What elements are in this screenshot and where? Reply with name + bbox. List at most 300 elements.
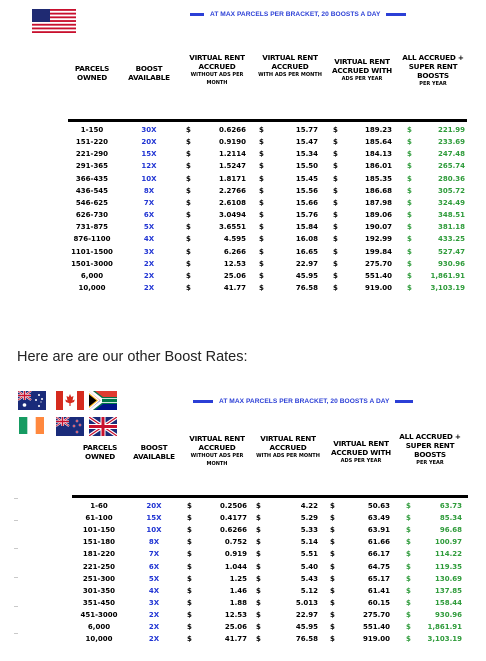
currency-symbol: $: [333, 198, 338, 207]
currency-symbol: $: [407, 138, 412, 147]
all-accrued-value: 1,861.91: [427, 623, 462, 631]
margin-mark: [14, 577, 18, 578]
currency-symbol: $: [330, 562, 335, 571]
currency-symbol: $: [187, 586, 192, 595]
currency-symbol: $: [259, 235, 264, 244]
rent-ads-year-value: 50.63: [367, 502, 390, 510]
currency-symbol: $: [333, 126, 338, 134]
table-row: [0, 622, 486, 633]
currency-symbol: $: [256, 574, 261, 583]
parcel-range: 351-450: [82, 598, 116, 607]
rent-ads-year-value: 186.01: [364, 162, 392, 171]
currency-symbol: $: [187, 562, 192, 571]
all-accrued-value: 63.73: [439, 502, 462, 510]
currency-symbol: $: [256, 562, 261, 571]
currency-symbol: $: [259, 138, 264, 147]
rent-ads-year-value: 551.40: [364, 271, 392, 280]
rent-no-ads-value: 1.25: [229, 574, 247, 583]
all-accrued-value: 305.72: [437, 186, 465, 195]
header-all-accrued: ALL ACCRUED + SUPER RENT BOOSTS PER YEAR: [399, 432, 461, 466]
table-row: [0, 634, 486, 645]
rent-no-ads-value: 1.5247: [218, 162, 246, 171]
table-row: [0, 222, 486, 233]
rent-ads-month-value: 15.56: [295, 186, 318, 195]
currency-symbol: $: [407, 150, 412, 159]
parcel-range: 151-220: [75, 138, 109, 147]
rent-ads-month-value: 15.47: [295, 138, 318, 147]
table-row: [0, 259, 486, 270]
currency-symbol: $: [187, 623, 192, 631]
parcel-range: 10,000: [85, 635, 113, 644]
rent-no-ads-value: 12.53: [224, 610, 247, 619]
parcel-range: 366-435: [75, 174, 109, 183]
currency-symbol: $: [259, 150, 264, 159]
currency-symbol: $: [406, 574, 411, 583]
currency-symbol: $: [406, 598, 411, 607]
table-row: [0, 186, 486, 197]
boost-multiplier: 15X: [146, 514, 162, 523]
currency-symbol: $: [330, 635, 335, 644]
currency-symbol: $: [330, 550, 335, 559]
boost-multiplier: 8X: [143, 186, 155, 195]
currency-symbol: $: [407, 283, 412, 292]
table-row: [0, 283, 486, 294]
rent-no-ads-value: 1.8171: [218, 174, 246, 183]
currency-symbol: $: [259, 162, 264, 171]
currency-symbol: $: [187, 635, 192, 644]
rent-ads-year-value: 64.75: [367, 562, 390, 571]
header-divider: [68, 119, 467, 122]
margin-mark: [14, 498, 18, 499]
rent-ads-year-value: 61.66: [367, 538, 390, 547]
rent-ads-month-value: 16.65: [295, 247, 318, 256]
currency-symbol: $: [256, 550, 261, 559]
currency-symbol: $: [187, 526, 192, 535]
boost-multiplier: 2X: [143, 271, 155, 280]
currency-symbol: $: [330, 610, 335, 619]
currency-symbol: $: [330, 574, 335, 583]
currency-symbol: $: [407, 223, 412, 232]
rent-ads-month-value: 45.95: [295, 271, 318, 280]
rent-ads-month-value: 5.40: [300, 562, 318, 571]
rent-ads-year-value: 192.99: [364, 235, 392, 244]
currency-symbol: $: [259, 283, 264, 292]
currency-symbol: $: [333, 271, 338, 280]
all-accrued-value: 381.18: [437, 223, 465, 232]
table-row: [0, 198, 486, 209]
currency-symbol: $: [406, 562, 411, 571]
currency-symbol: $: [333, 283, 338, 292]
rent-no-ads-value: 0.752: [224, 538, 247, 547]
currency-symbol: $: [256, 538, 261, 547]
currency-symbol: $: [330, 526, 335, 535]
parcel-range: 546-625: [75, 198, 109, 207]
rent-no-ads-value: 41.77: [224, 635, 247, 644]
top-banner: [190, 11, 406, 18]
currency-symbol: $: [333, 223, 338, 232]
rent-no-ads-value: 0.919: [224, 550, 247, 559]
boost-multiplier: 2X: [148, 635, 160, 644]
rent-ads-year-value: 185.35: [364, 174, 392, 183]
all-accrued-value: 247.48: [437, 150, 465, 159]
parcel-range: 301-350: [82, 586, 116, 595]
currency-symbol: $: [256, 623, 261, 631]
margin-mark: [14, 520, 18, 521]
all-accrued-value: 930.96: [437, 259, 465, 268]
currency-symbol: $: [256, 502, 261, 510]
header-boost: BOOST AVAILABLE: [133, 443, 175, 461]
rent-ads-month-value: 22.97: [295, 259, 318, 268]
rent-ads-month-value: 15.34: [295, 150, 318, 159]
table-row: [0, 174, 486, 185]
currency-symbol: $: [333, 211, 338, 220]
uk-flag-icon: [89, 417, 117, 436]
boost-multiplier: 4X: [148, 586, 160, 595]
parcel-range: 731-875: [75, 223, 109, 232]
parcel-range: 451-3000: [80, 610, 118, 619]
table-row: [0, 234, 486, 245]
parcel-range: 6,000: [80, 271, 104, 280]
all-accrued-value: 85.34: [439, 514, 462, 523]
currency-symbol: $: [256, 586, 261, 595]
rent-ads-year-value: 185.64: [364, 138, 392, 147]
currency-symbol: $: [259, 259, 264, 268]
boost-multiplier: 12X: [141, 162, 157, 171]
rent-no-ads-value: 6.266: [223, 247, 246, 256]
all-accrued-value: 433.25: [437, 235, 465, 244]
rent-ads-year-value: 275.70: [362, 610, 390, 619]
ireland-flag-icon: [19, 417, 44, 434]
currency-symbol: $: [187, 550, 192, 559]
bottom-banner: [193, 398, 413, 405]
boost-multiplier: 2X: [143, 283, 155, 292]
rent-no-ads-value: 4.595: [223, 235, 246, 244]
currency-symbol: $: [333, 247, 338, 256]
currency-symbol: $: [406, 538, 411, 547]
rent-no-ads-value: 0.2506: [219, 502, 247, 510]
rent-ads-month-value: 5.013: [295, 598, 318, 607]
all-accrued-value: 96.68: [439, 526, 462, 535]
header-parcels: PARCELS OWNED: [74, 64, 110, 82]
currency-symbol: $: [256, 635, 261, 644]
currency-symbol: $: [186, 283, 191, 292]
header-rent-ads: VIRTUAL RENT ACCRUED WITH ADS PER MONTH: [256, 434, 320, 459]
boost-multiplier: 8X: [148, 538, 160, 547]
currency-symbol: $: [259, 198, 264, 207]
currency-symbol: $: [256, 526, 261, 535]
currency-symbol: $: [330, 623, 335, 631]
table-row: [0, 149, 486, 160]
parcel-range: 10,000: [78, 283, 106, 292]
header-all-accrued: ALL ACCRUED + SUPER RENT BOOSTS PER YEAR: [402, 53, 464, 87]
australia-flag-icon: [18, 391, 46, 410]
rent-no-ads-value: 1.88: [229, 598, 247, 607]
currency-symbol: $: [406, 586, 411, 595]
parcel-range: 61-100: [85, 514, 113, 523]
rent-no-ads-value: 1.044: [224, 562, 247, 571]
currency-symbol: $: [186, 223, 191, 232]
rent-no-ads-value: 0.4177: [219, 514, 247, 523]
boost-multiplier: 3X: [148, 598, 160, 607]
parcel-range: 101-150: [82, 526, 116, 535]
table-row: [0, 598, 486, 609]
parcel-range: 6,000: [87, 623, 111, 631]
rent-ads-month-value: 5.43: [300, 574, 318, 583]
header-rent-ads: VIRTUAL RENT ACCRUED WITH ADS PER MONTH: [258, 53, 322, 78]
all-accrued-value: 221.99: [437, 126, 465, 134]
parcel-range: 436-545: [75, 186, 109, 195]
parcel-range: 221-290: [75, 150, 109, 159]
all-accrued-value: 265.74: [437, 162, 465, 171]
currency-symbol: $: [186, 126, 191, 134]
currency-symbol: $: [187, 538, 192, 547]
boost-multiplier: 2X: [148, 610, 160, 619]
rent-no-ads-value: 2.6108: [218, 198, 246, 207]
currency-symbol: $: [259, 211, 264, 220]
rent-ads-year-value: 275.70: [364, 259, 392, 268]
currency-symbol: $: [256, 598, 261, 607]
all-accrued-value: 324.49: [437, 198, 465, 207]
rent-ads-month-value: 15.76: [295, 211, 318, 220]
currency-symbol: $: [333, 138, 338, 147]
boost-multiplier: 20X: [146, 502, 162, 510]
rent-ads-year-value: 187.98: [364, 198, 392, 207]
currency-symbol: $: [406, 610, 411, 619]
parcel-range: 1-60: [90, 502, 108, 510]
rent-ads-year-value: 919.00: [364, 283, 392, 292]
rent-no-ads-value: 1.2114: [218, 150, 246, 159]
rent-no-ads-value: 0.6266: [218, 126, 246, 134]
currency-symbol: $: [333, 174, 338, 183]
rent-no-ads-value: 1.46: [229, 586, 247, 595]
parcel-range: 626-730: [75, 211, 109, 220]
currency-symbol: $: [407, 271, 412, 280]
rent-ads-year-value: 63.49: [367, 514, 390, 523]
currency-symbol: $: [186, 235, 191, 244]
table-row: [0, 513, 486, 524]
currency-symbol: $: [330, 598, 335, 607]
all-accrued-value: 137.85: [434, 586, 462, 595]
currency-symbol: $: [186, 174, 191, 183]
us-flag-icon: [32, 9, 76, 33]
currency-symbol: $: [187, 598, 192, 607]
margin-mark: [14, 606, 18, 607]
rent-ads-month-value: 5.33: [300, 526, 318, 535]
all-accrued-value: 280.36: [437, 174, 465, 183]
rent-ads-year-value: 61.41: [367, 586, 390, 595]
currency-symbol: $: [406, 623, 411, 631]
table-row: [0, 574, 486, 585]
currency-symbol: $: [330, 502, 335, 510]
currency-symbol: $: [407, 235, 412, 244]
all-accrued-value: 3,103.19: [427, 635, 462, 644]
margin-mark: [14, 633, 18, 634]
top-banner-text: AT MAX PARCELS PER BRACKET, 20 BOOSTS A DAY: [210, 11, 381, 18]
table-row: [0, 501, 486, 512]
table-row: [0, 537, 486, 548]
rent-ads-month-value: 76.58: [295, 283, 318, 292]
all-accrued-value: 1,861.91: [430, 271, 465, 280]
us-rates-section: [0, 0, 486, 330]
new-zealand-flag-icon: [56, 417, 84, 436]
rent-ads-year-value: 186.68: [364, 186, 392, 195]
table-row: [0, 586, 486, 597]
header-rent-year: VIRTUAL RENT ACCRUED WITH ADS PER YEAR: [331, 439, 391, 464]
rent-ads-year-value: 66.17: [367, 550, 390, 559]
currency-symbol: $: [259, 247, 264, 256]
rent-no-ads-value: 3.6551: [218, 223, 246, 232]
currency-symbol: $: [333, 186, 338, 195]
header-boost: BOOST AVAILABLE: [128, 64, 170, 82]
rent-ads-year-value: 189.06: [364, 211, 392, 220]
currency-symbol: $: [406, 502, 411, 510]
currency-symbol: $: [407, 198, 412, 207]
currency-symbol: $: [259, 186, 264, 195]
rent-ads-year-value: 919.00: [362, 635, 390, 644]
rent-ads-year-value: 551.40: [362, 623, 390, 631]
currency-symbol: $: [407, 174, 412, 183]
currency-symbol: $: [186, 198, 191, 207]
currency-symbol: $: [187, 502, 192, 510]
currency-symbol: $: [259, 271, 264, 280]
boost-multiplier: 3X: [143, 247, 155, 256]
currency-symbol: $: [256, 610, 261, 619]
header-parcels: PARCELS OWNED: [82, 443, 118, 461]
rent-no-ads-value: 41.77: [223, 283, 246, 292]
rent-ads-month-value: 22.97: [295, 610, 318, 619]
parcel-range: 291-365: [75, 162, 109, 171]
rent-ads-year-value: 184.13: [364, 150, 392, 159]
rent-ads-month-value: 5.51: [300, 550, 318, 559]
currency-symbol: $: [186, 259, 191, 268]
boost-multiplier: 5X: [143, 223, 155, 232]
all-accrued-value: 3,103.19: [430, 283, 465, 292]
rent-ads-month-value: 5.12: [300, 586, 318, 595]
rent-ads-year-value: 199.84: [364, 247, 392, 256]
table-row: [0, 247, 486, 258]
parcel-range: 151-180: [82, 538, 116, 547]
currency-symbol: $: [330, 514, 335, 523]
currency-symbol: $: [259, 126, 264, 134]
currency-symbol: $: [259, 174, 264, 183]
header-divider: [72, 495, 468, 498]
table-row: [0, 562, 486, 573]
boost-multiplier: 2X: [143, 259, 155, 268]
rent-ads-year-value: 60.15: [367, 598, 390, 607]
currency-symbol: $: [407, 162, 412, 171]
rent-ads-month-value: 76.58: [295, 635, 318, 644]
rent-ads-month-value: 15.84: [295, 223, 318, 232]
rent-no-ads-value: 0.9190: [218, 138, 246, 147]
currency-symbol: $: [187, 514, 192, 523]
parcel-range: 181-220: [82, 550, 116, 559]
currency-symbol: $: [333, 150, 338, 159]
rent-ads-month-value: 4.22: [300, 502, 318, 510]
all-accrued-value: 100.97: [434, 538, 462, 547]
currency-symbol: $: [406, 550, 411, 559]
boost-multiplier: 5X: [148, 574, 160, 583]
currency-symbol: $: [333, 162, 338, 171]
currency-symbol: $: [186, 186, 191, 195]
currency-symbol: $: [259, 223, 264, 232]
all-accrued-value: 930.96: [434, 610, 462, 619]
currency-symbol: $: [186, 247, 191, 256]
currency-symbol: $: [407, 126, 412, 134]
bottom-banner-text: AT MAX PARCELS PER BRACKET, 20 BOOSTS A DAY: [219, 398, 390, 405]
all-accrued-value: 348.51: [437, 211, 465, 220]
currency-symbol: $: [186, 211, 191, 220]
rent-ads-year-value: 63.91: [367, 526, 390, 535]
rent-no-ads-value: 25.06: [223, 271, 246, 280]
currency-symbol: $: [187, 574, 192, 583]
parcel-range: 251-300: [82, 574, 116, 583]
rent-ads-month-value: 15.45: [295, 174, 318, 183]
currency-symbol: $: [333, 235, 338, 244]
table-row: [0, 210, 486, 221]
table-row: [0, 525, 486, 536]
boost-multiplier: 6X: [143, 211, 155, 220]
rent-ads-month-value: 5.29: [300, 514, 318, 523]
currency-symbol: $: [333, 259, 338, 268]
rent-no-ads-value: 12.53: [223, 259, 246, 268]
currency-symbol: $: [186, 150, 191, 159]
boost-multiplier: 7X: [143, 198, 155, 207]
rent-ads-year-value: 190.07: [364, 223, 392, 232]
all-accrued-value: 527.47: [437, 247, 465, 256]
table-row: [0, 271, 486, 282]
currency-symbol: $: [330, 538, 335, 547]
boost-multiplier: 10X: [141, 174, 157, 183]
currency-symbol: $: [407, 247, 412, 256]
rent-ads-year-value: 189.23: [364, 126, 392, 134]
boost-multiplier: 6X: [148, 562, 160, 571]
parcel-range: 1501-3000: [71, 259, 113, 268]
table-row: [0, 549, 486, 560]
parcel-range: 221-250: [82, 562, 116, 571]
south-africa-flag-icon: [89, 391, 117, 410]
parcel-range: 1-150: [80, 126, 104, 134]
boost-multiplier: 4X: [143, 235, 155, 244]
table-row: [0, 610, 486, 621]
currency-symbol: $: [256, 514, 261, 523]
currency-symbol: $: [406, 635, 411, 644]
rent-ads-month-value: 15.66: [295, 198, 318, 207]
boost-multiplier: 20X: [141, 138, 157, 147]
currency-symbol: $: [186, 162, 191, 171]
rent-ads-year-value: 65.17: [367, 574, 390, 583]
intl-rates-section: [0, 380, 486, 661]
currency-symbol: $: [187, 610, 192, 619]
header-rent-no-ads: VIRTUAL RENT ACCRUED WITHOUT ADS PER MONTH: [189, 53, 245, 86]
margin-mark: [14, 548, 18, 549]
boost-multiplier: 2X: [148, 623, 160, 631]
header-rent-year: VIRTUAL RENT ACCRUED WITH ADS PER YEAR: [332, 57, 392, 82]
table-row: [0, 125, 486, 136]
boost-multiplier: 10X: [146, 526, 162, 535]
currency-symbol: $: [330, 586, 335, 595]
rent-ads-month-value: 15.77: [295, 126, 318, 134]
boost-multiplier: 15X: [141, 150, 157, 159]
currency-symbol: $: [406, 526, 411, 535]
all-accrued-value: 158.44: [434, 598, 462, 607]
currency-symbol: $: [407, 211, 412, 220]
header-rent-no-ads: VIRTUAL RENT ACCRUED WITHOUT ADS PER MONTH: [189, 434, 245, 467]
rent-ads-month-value: 45.95: [295, 623, 318, 631]
currency-symbol: $: [186, 271, 191, 280]
rent-no-ads-value: 0.6266: [219, 526, 247, 535]
currency-symbol: $: [406, 514, 411, 523]
rent-ads-month-value: 5.14: [300, 538, 318, 547]
